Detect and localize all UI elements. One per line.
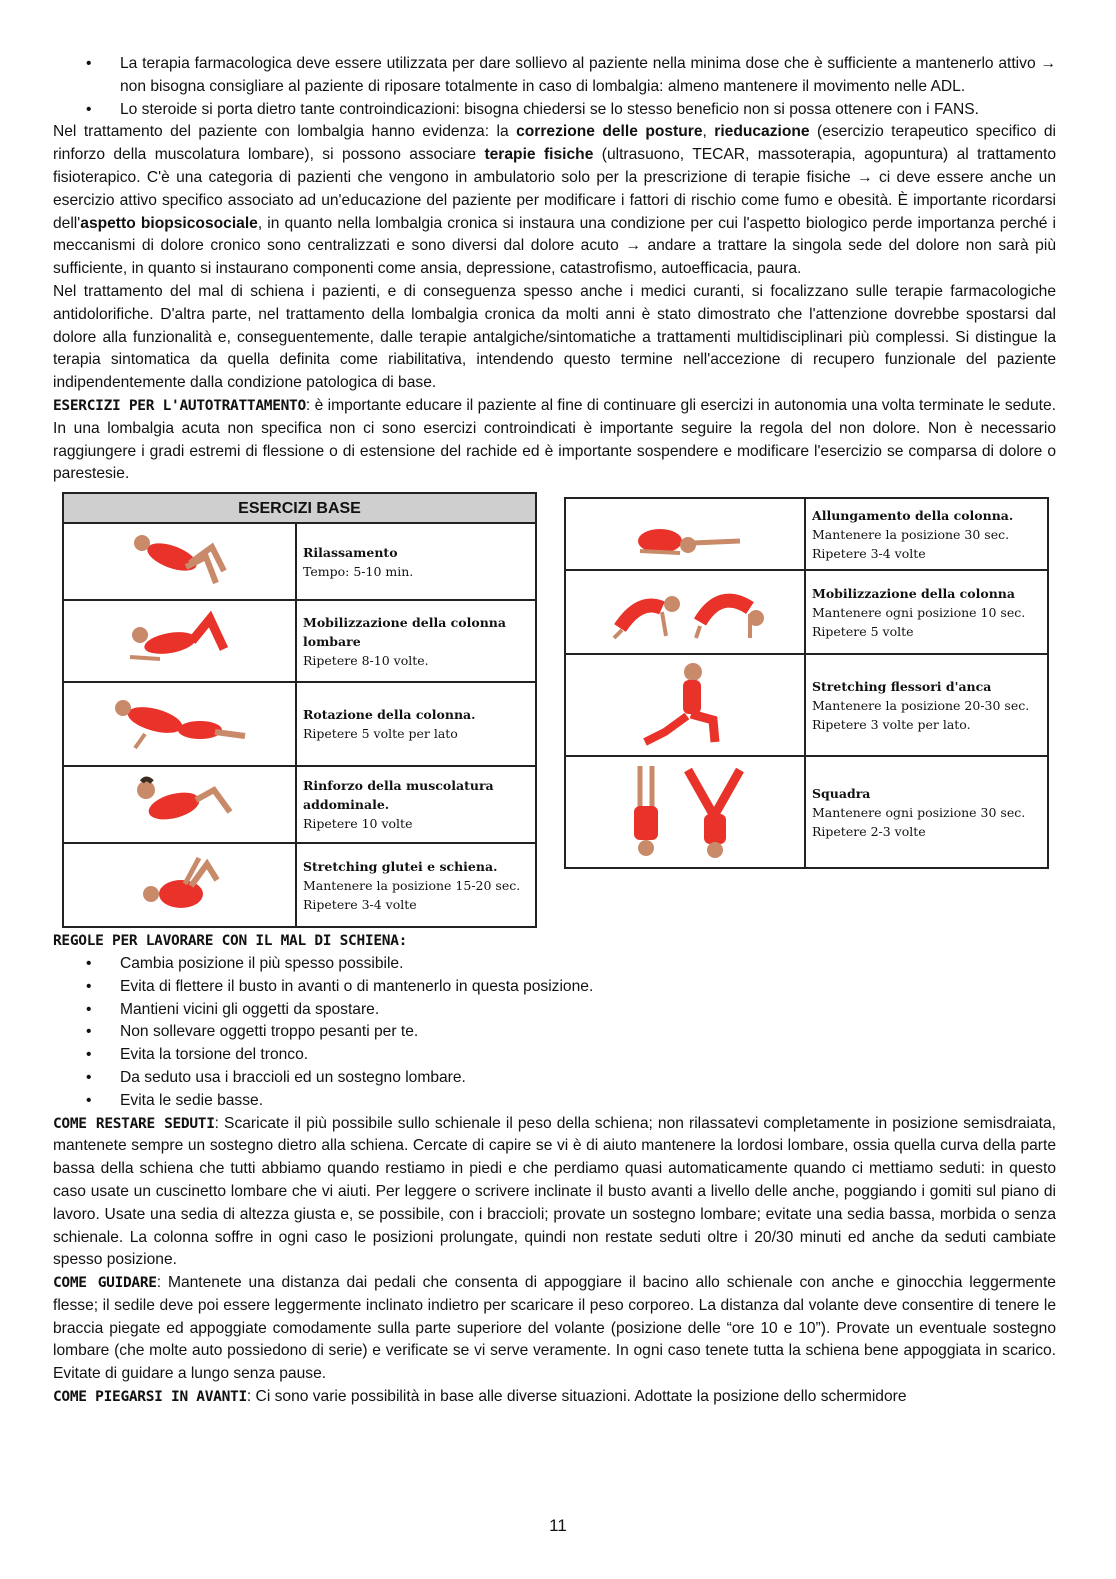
- exercise-description: Rotazione della colonna. Ripetere 5 volte per lato: [296, 682, 536, 766]
- exercise-illustration: [63, 523, 296, 600]
- table-row: [565, 756, 1048, 868]
- paragraph-bending: COME PIEGARSI IN AVANTI: Ci sono varie possibilità in base alle diverse situazioni. Adottate la posizione dello schermidore: [53, 1388, 907, 1406]
- section-heading: COME RESTARE SEDUTI: [53, 1115, 215, 1132]
- exercise-description: Squadra Mantenere ogni posizione 30 sec. Ripetere 2-3 volte: [805, 756, 1048, 868]
- list-item: • Non sollevare oggetti troppo pesanti per te.: [53, 1021, 1056, 1044]
- paragraph-treatment: Nel trattamento del paziente con lombalgia hanno evidenza: la correzione delle posture, rieducazione (esercizio terapeutico specifico di rinforzo della muscolatura lombare), si possono associare terapie fisiche (ultrasuono, TECAR, massoterapia, agopuntura) al trattamento fisioterapico. C'è una categoria di pazienti che vengono in ambulatorio solo per la prescrizione di terapie fisiche → ci deve essere anche un esercizio attivo specifico associato ad un'educazione del paziente per modificare i fattori di rischio come fumo e obesità. È importante ricordarsi dell'aspetto biopsicosociale, in quanto nella lombalgia cronica si instaura una condizione per cui l'aspetto biologico perde importanza perché i meccanismi di dolore cronico sono centralizzati e sono diversi dal dolore acuto → andare a trattare la singola sede del dolore non sarà più sufficiente, in quanto si instaurano componenti come ansia, depressione, catastrofismo, autoefficacia, paura.: [53, 123, 1057, 278]
- table-row: [63, 523, 536, 600]
- table-row: [565, 498, 1048, 570]
- table-row: [565, 570, 1048, 654]
- table-row: [63, 766, 536, 843]
- exercise-figures: [53, 488, 1056, 930]
- paragraph-self-treatment: ESERCIZI PER L'AUTOTRATTAMENTO: è importante educare il paziente al fine di continuare gli esercizi in autonomia una volta terminate le sedute. In una lombalgia acuta non specifica non ci sono esercizi controindicati è importante seguire la regola del non dolore. Non è necessario raggiungere i gradi estremi di flessione o di estensione del rachide ed è importante sospendere e modificare l'esercizio se comparsa di dolore o parestesie.: [53, 396, 1056, 483]
- exercise-illustration: [63, 600, 296, 682]
- table-row: [63, 682, 536, 766]
- exercise-description: Stretching flessori d'anca Mantenere la posizione 20-30 sec. Ripetere 3 volte per lato.: [805, 654, 1048, 756]
- exercise-description: Mobilizzazione della colonna Mantenere ogni posizione 10 sec. Ripetere 5 volte: [805, 570, 1048, 654]
- exercise-illustration: [565, 570, 805, 654]
- list-item: • Evita la torsione del tronco.: [53, 1044, 1056, 1067]
- section-heading: COME GUIDARE: [53, 1275, 157, 1292]
- rules-list: [53, 953, 1056, 1113]
- exercise-illustration: [63, 766, 296, 843]
- exercise-description: Mobilizzazione della colonna lombare Ripetere 8-10 volte.: [296, 600, 536, 682]
- table-row: [565, 654, 1048, 756]
- exercise-illustration: [63, 682, 296, 766]
- paragraph-driving: COME GUIDARE: Mantenete una distanza dai pedali che consenta di appoggiare il bacino allo schienale con anche e ginocchia leggermente flesse; il sedile deve poi essere leggermente inclinato indietro per scaricare il peso corporeo. La distanza dal volante deve consentire di tenere le braccia piegate ed appoggiate comodamente sulla parte superiore del volante (posizione delle “ore 10 e 10”). Provate un eventuale sostegno lombare (che molte auto possiedono di serie) e verificate se vi serve veramente. In ogni caso tenete tutta la schiena bene appoggiata in scarico. Evitate di guidare a lungo senza pause.: [53, 1274, 1056, 1383]
- list-item: • Mantieni vicini gli oggetti da spostare.: [53, 999, 1056, 1022]
- exercise-description: Stretching glutei e schiena. Mantenere la posizione 15-20 sec. Ripetere 3-4 volte: [296, 843, 536, 927]
- list-item: • Evita di flettere il busto in avanti o di mantenerlo in questa posizione.: [53, 976, 1056, 999]
- exercise-illustration: [565, 498, 805, 570]
- section-heading: REGOLE PER LAVORARE CON IL MAL DI SCHIENA: [53, 933, 399, 950]
- exercise-description: Allungamento della colonna. Mantenere la posizione 30 sec. Ripetere 3-4 volte: [805, 498, 1048, 570]
- exercise-table-base: [62, 492, 537, 928]
- list-item: • Da seduto usa i braccioli ed un sostegno lombare.: [53, 1067, 1056, 1090]
- exercise-table-advanced: [564, 497, 1049, 869]
- paragraph-sitting: COME RESTARE SEDUTI: Scaricate il più possibile sullo schienale il peso della schiena; non rilassatevi completamente in posizione semisdraiata, mantenete sempre un sostegno dietro alla schiena. Cercate di capire se vi è di aiuto mantenere la lordosi lombare, ossia quella curva della parte bassa della schiena che tutti abbiamo quando restiamo in piedi e che perdiamo quasi automaticamente quando ci mettiamo seduti: in questo caso usate un cuscinetto lombare che vi aiuti. Per leggere o scrivere inclinate il busto avanti a livello delle anche, poggiando i gomiti sul piano di lavoro. Usate una sedia di altezza giusta e, se possibile, con i braccioli; provate un sostegno lombare; evitate una sedia bassa, morbida o senza schienale. La colonna soffre in ogni caso le posizioni prolungate, quindi non restate seduti oltre i 20/30 minuti ed anche da seduti cambiate spesso posizione.: [53, 1114, 1056, 1269]
- exercise-description: Rinforzo della muscolatura addominale. Ripetere 10 volte: [296, 766, 536, 843]
- table-header: ESERCIZI BASE: [63, 493, 536, 523]
- table-row: [63, 600, 536, 682]
- exercise-illustration: [63, 843, 296, 927]
- paragraph-therapy: Nel trattamento del mal di schiena i pazienti, e di conseguenza spesso anche i medici curanti, si focalizzano sulle terapie farmacologiche antidolorifiche. D'altra parte, nel trattamento della lombalgia cronica da molti anni è stato dimostrato che l'attenzione dovrebbe spostarsi dal dolore alla funzionalità e, conseguentemente, dalle terapie antalgiche/sintomatiche a trattamenti multidisciplinari più complessi. Si distingue la terapia sintomatica da quella definita come riabilitativa, intendendo questo termine nell'accezione di recupero funzionale del paziente indipendentemente dalla condizione patologica di base.: [53, 282, 1056, 392]
- page-content: [53, 53, 1056, 1409]
- list-item: • Evita le sedie basse.: [53, 1090, 1056, 1113]
- table-row: [63, 843, 536, 927]
- list-item: • Cambia posizione il più spesso possibile.: [53, 953, 1056, 976]
- page-number: 11: [549, 1516, 567, 1535]
- rules-heading-line: REGOLE PER LAVORARE CON IL MAL DI SCHIENA:: [53, 933, 408, 950]
- list-item: • Lo steroide si porta dietro tante controindicazioni: bisogna chiedersi se lo stesso beneficio non si possa ottenere con i FANS.: [53, 99, 1056, 122]
- section-heading: ESERCIZI PER L'AUTOTRATTAMENTO: [53, 397, 306, 414]
- exercise-illustration: [565, 756, 805, 868]
- intro-bullet-list: [53, 53, 1056, 121]
- section-heading: COME PIEGARSI IN AVANTI: [53, 1389, 247, 1406]
- exercise-description: Rilassamento Tempo: 5-10 min.: [296, 523, 536, 600]
- exercise-illustration: [565, 654, 805, 756]
- list-item: • La terapia farmacologica deve essere utilizzata per dare sollievo al paziente nella minima dose che è sufficiente a mantenerlo attivo → non bisogna consigliare al paziente di riposare totalmente in caso di lombalgia: almeno mantenere il movimento nelle ADL.: [53, 53, 1056, 99]
